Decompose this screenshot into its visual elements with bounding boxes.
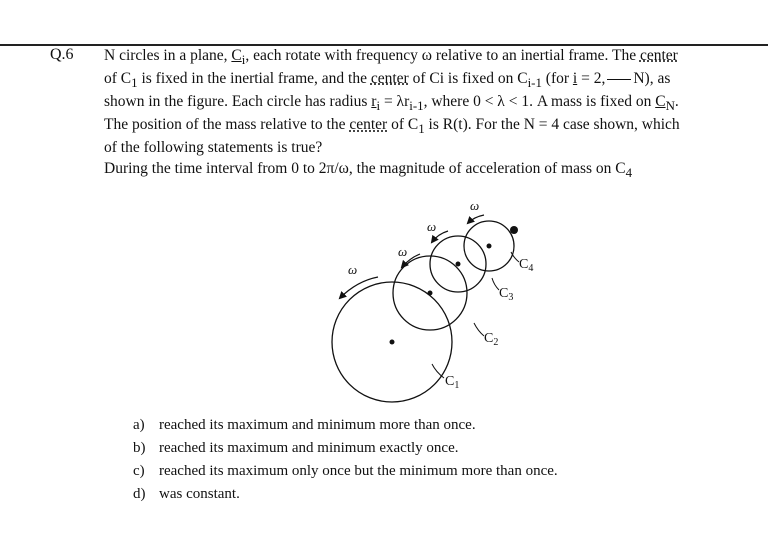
subscript: 4 [625, 165, 633, 181]
subscript: i-1 [409, 98, 424, 114]
leader-c4 [511, 252, 519, 262]
option-text: was constant. [159, 486, 240, 502]
text-segment: is R(t). For the N = 4 case shown, which [428, 116, 680, 134]
symbol-sub: i [376, 98, 381, 114]
index-i: i [572, 70, 578, 88]
text-segment: of C [104, 70, 132, 88]
text-segment: is fixed in the inertial frame, and the [141, 70, 367, 88]
option-letter: d) [133, 486, 146, 502]
option-b[interactable] [133, 437, 558, 460]
text-segment: . [674, 93, 679, 111]
text-segment: shown in the figure. Each circle has radius [104, 93, 368, 111]
leader-c2 [474, 323, 484, 336]
omega-label-c4: ω [470, 198, 480, 213]
symbol-sub: i [241, 52, 246, 68]
option-letter: a) [133, 417, 145, 433]
option-text: reached its maximum and minimum exactly once. [159, 440, 459, 456]
option-a[interactable] [133, 414, 558, 437]
omega-label-c3: ω [427, 219, 437, 234]
option-letter: b) [133, 440, 146, 456]
text-segment: During the time interval from 0 to 2π/ω, the magnitude of acceleration of mass on C [104, 160, 626, 177]
symbol-main: C [655, 93, 666, 111]
omega-label-c1: ω [348, 262, 358, 277]
question-number: Q.6 [50, 46, 74, 63]
center-dot-c2 [428, 291, 433, 296]
text-segment: N circles in a plane, [104, 47, 228, 64]
mass-dot [510, 226, 518, 234]
center-dot-c1 [390, 340, 395, 345]
word-center: center [349, 116, 388, 134]
subscript: 1 [131, 75, 138, 91]
label-c3: $C_3$ [499, 286, 514, 303]
question-line-5: of the following statements is true? [104, 139, 323, 157]
text-segment: (for [545, 70, 570, 88]
label-c4: $C_4$ [519, 257, 534, 274]
label-c1: $C_1$ [445, 374, 460, 391]
symbol-main: r [371, 93, 377, 111]
label-c2: $C_2$ [484, 331, 499, 348]
text-segment: each rotate with frequency ω relative to an inertial frame. The [253, 47, 637, 64]
symbol-sub: N [665, 98, 675, 114]
center-dot-c4 [487, 244, 492, 249]
answer-options [133, 414, 558, 506]
option-c[interactable] [133, 460, 558, 483]
option-text: reached its maximum and minimum more than once. [159, 417, 476, 433]
word-center: center [639, 47, 678, 64]
center-dot-c3 [456, 262, 461, 267]
question-line-1: N circles in a plane, $C_i$, each rotate with frequency ω relative to an inertial frame. The center [104, 47, 678, 68]
subscript: 1 [418, 121, 425, 137]
symbol-main: C [231, 47, 242, 64]
text-segment: The position of the mass relative to the [104, 116, 346, 134]
text-segment: = λr [383, 93, 410, 111]
text-segment: , where 0 < λ < 1. A mass is fixed on [423, 93, 652, 111]
word-center: center [370, 70, 409, 88]
subscript: i-1 [527, 75, 542, 91]
text-segment: of C [391, 116, 419, 134]
omega-label-c2: ω [398, 244, 408, 259]
text-segment: of Ci is fixed on C [412, 70, 528, 88]
text-segment: N), as [633, 70, 671, 88]
option-text: reached its maximum only once but the minimum more than once. [159, 463, 558, 479]
option-d[interactable] [133, 483, 558, 506]
text-segment: = 2, [581, 70, 606, 88]
rotation-arrow-c1 [340, 277, 378, 298]
option-letter: c) [133, 463, 145, 479]
leader-c3 [492, 278, 499, 290]
